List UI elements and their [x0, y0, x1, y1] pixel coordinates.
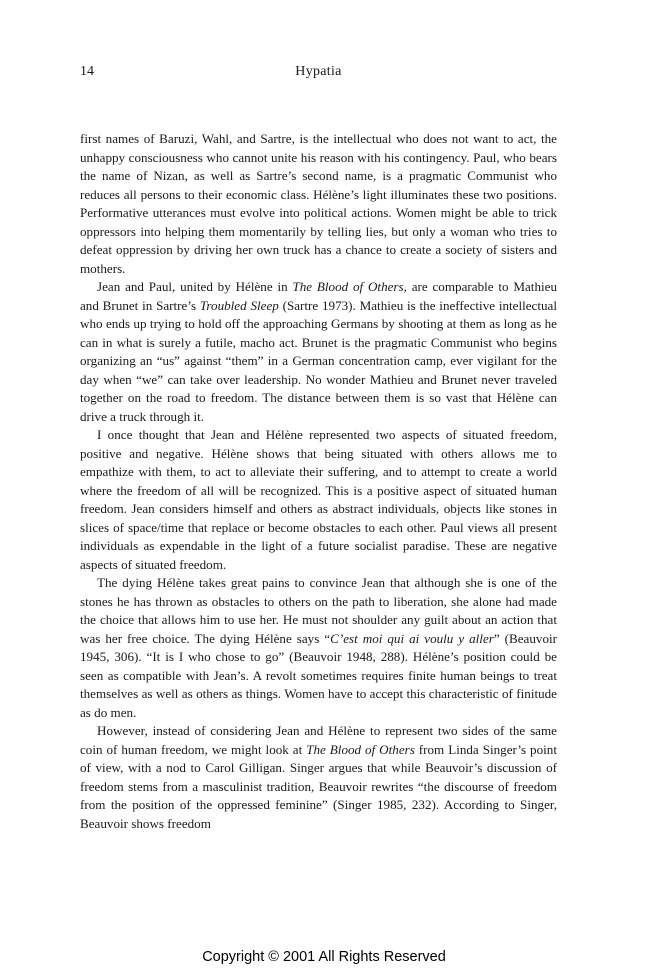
page-number: 14 [80, 64, 94, 79]
text-run: The dying Hélène takes great pains to convince Jean that although she is one of the stones he has thrown as obstacles to others on the path to liberation, she alone had made the choice that allows him to use her. He must not shoulder any guilt about an action that was her free choice. The dying Hélène says “ [80, 575, 557, 646]
text-run: I once thought that Jean and Hélène represented two aspects of situated freedom, positive and negative. Hélène shows that being situated with others allows me to empathize with them, to act to alleviate their suffering, and to attempt to create a world where the freedom of all will be recognized. This is a positive aspect of situated human freedom. Jean considers himself and others as abstract individuals, objects like stones in slices of space/time that replace or become obstacles to each other. Paul views all present individuals as expendable in the light of a future socialist paradise. These are negative aspects of situated freedom. [80, 427, 557, 572]
paragraph [80, 722, 557, 833]
italic-text-run: Troubled Sleep [199, 297, 279, 313]
text-run: first names of Baruzi, Wahl, and Sartre, is the intellectual who does not want to act, the unhappy consciousness who cannot unite his reason with his contingency. Paul, who bears the name of Nizan, as well as Sartre’s second name, is a pragmatic Communist who reduces all persons to their economic class. Hélène’s light illuminates these two positions. Performative utterances must evolve into political actions. Women might be able to trick oppressors into helping them momentarily by telling lies, but only a woman who tries to defeat oppression by driving her own truck has a chance to create a society of sisters and mothers. [80, 131, 557, 276]
text-run: ” (Beauvoir 1945, 306). “It is I who chose to go” (Beauvoir 1948, 288). Hélène’s position could be seen as compatible with Jean’s. A revolt sometimes requires finite human beings to treat themselves as well as others as things. Women have to accept this characteristic of finitude as do men. [80, 630, 558, 720]
text-run: Jean and Paul, united by Hélène in [97, 279, 293, 294]
text-run: However, instead of considering Jean and Hélène to represent two sides of the same coin of human freedom, we might look at [80, 723, 557, 757]
running-title: Hypatia [295, 64, 342, 79]
text-run: from Linda Singer’s point of view, with a nod to Carol Gilligan. Singer argues that while Beauvoir’s discussion of freedom stems from a masculinist tradition, Beauvoir rewrites “the discourse of freedom from the position of the oppressed feminine” (Singer 1985, 232). According to Singer, Beauvoir shows freedom [80, 741, 557, 831]
italic-text-run: The Blood of Others [292, 279, 404, 294]
italic-text-run: C’est moi qui ai voulu y aller [330, 630, 494, 646]
italic-text-run: The Blood of Others [306, 741, 415, 757]
paragraph [80, 278, 557, 426]
paragraph [80, 574, 557, 722]
text-run: , are comparable to Mathieu and Brunet in Sartre’s [80, 279, 557, 313]
text-run: (Sartre 1973). Mathieu is the ineffective intellectual who ends up trying to hold off the approaching Germans by shooting at them as long as he can in what is surely a futile, macho act. Brunet is the pragmatic Communist who begins organizing an “us” against “them” in a German concentration camp, ever vigilant for the day when “we” can take over leadership. No wonder Mathieu and Brunet never traveled together on the road to freedom. The distance between them is so vast that Hélène can drive a truck through it. [80, 297, 557, 424]
page-header [80, 64, 557, 86]
paragraph [80, 130, 557, 278]
paragraph [80, 426, 557, 574]
body-text [80, 130, 557, 833]
copyright-footer: Copyright © 2001 All Rights Reserved [202, 949, 446, 965]
